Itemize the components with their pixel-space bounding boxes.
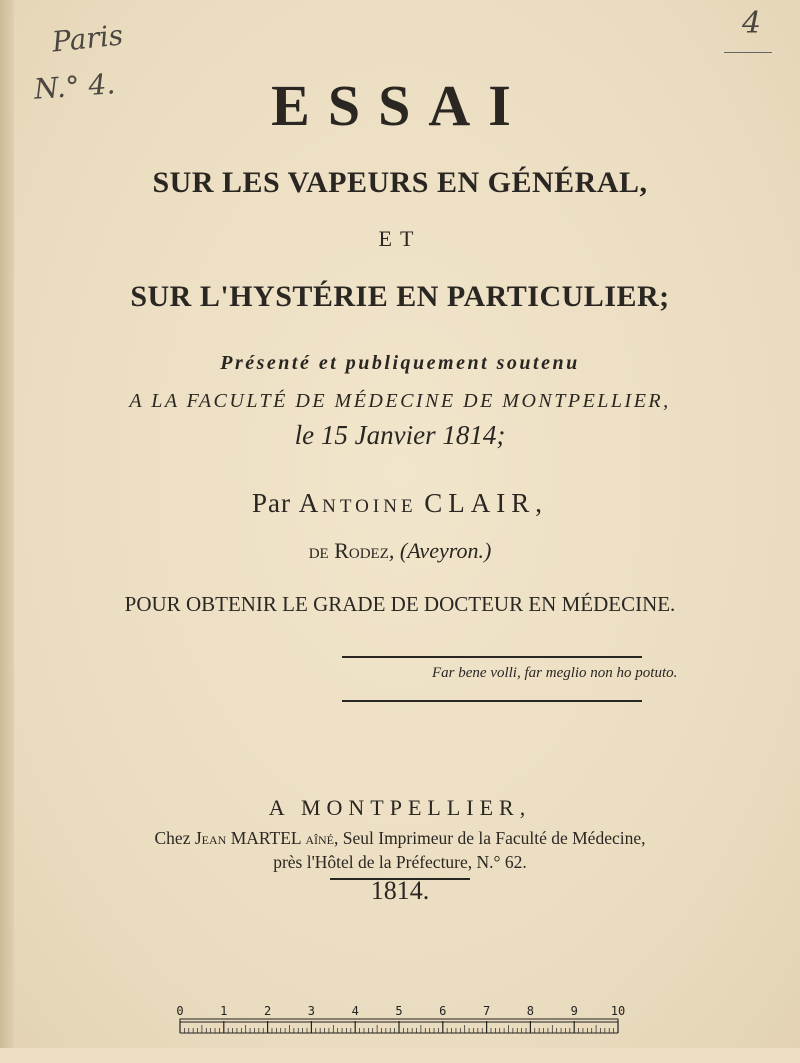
presented-line: Présenté et publiquement soutenu xyxy=(220,352,580,374)
printer-rest: , Seul Imprimeur de la Faculté de Médecine, xyxy=(334,828,646,848)
handwritten-underline xyxy=(724,52,772,53)
scale-label-9: 9 xyxy=(570,1004,578,1018)
imprint-address: près l'Hôtel de la Préfecture, N.° 62. xyxy=(273,852,527,872)
scale-label-10: 10 xyxy=(610,1004,626,1018)
printer-name: Jean xyxy=(194,828,227,848)
printer-prefix: Chez xyxy=(154,828,191,848)
degree-purpose: POUR OBTENIR LE GRADE DE DOCTEUR EN MÉDECINE. xyxy=(124,592,676,616)
handwritten-note-paris: Paris xyxy=(50,18,125,59)
origin-city: Rodez xyxy=(334,538,389,563)
scale-label-8: 8 xyxy=(526,1004,535,1018)
origin-region: , (Aveyron.) xyxy=(388,538,492,563)
faculty-line: A LA FACULTÉ DE MÉDECINE DE MONTPELLIER, xyxy=(129,390,671,412)
motto-rule-top xyxy=(342,656,642,658)
author-origin xyxy=(0,538,800,564)
author-prefix: Par xyxy=(251,488,291,518)
scale-label-3: 3 xyxy=(307,1004,316,1018)
author-last-name: CLAIR, xyxy=(424,488,549,518)
subtitle-line-1: SUR LES VAPEURS EN GÉNÉRAL, xyxy=(152,166,648,199)
author-first-name: Antoine xyxy=(298,488,417,518)
imprint-city: A MONTPELLIER, xyxy=(268,795,532,820)
handwritten-note-number: N.° 4. xyxy=(32,67,117,106)
printer-suffix: aîné xyxy=(305,828,334,848)
scale-label-4: 4 xyxy=(351,1004,359,1018)
scale-label-2: 2 xyxy=(263,1004,272,1018)
scale-label-5: 5 xyxy=(395,1004,403,1018)
scale-label-6: 6 xyxy=(439,1004,447,1018)
scale-bar-labels xyxy=(176,1004,625,1018)
origin-prefix: de xyxy=(308,538,329,563)
subtitle-conjunction: ET xyxy=(378,226,422,251)
author-line xyxy=(0,488,800,519)
motto: Far bene volli, far meglio non ho potuto. xyxy=(432,665,678,681)
scale-label-0: 0 xyxy=(176,1004,184,1018)
defense-date: le 15 Janvier 1814; xyxy=(294,420,506,450)
main-title: ESSAI xyxy=(271,73,529,138)
handwritten-page-number: 4 xyxy=(742,6,762,41)
imprint-year: 1814. xyxy=(370,876,430,905)
scale-bar xyxy=(176,1003,626,1063)
printer-surname: MARTEL xyxy=(230,828,301,848)
scale-label-1: 1 xyxy=(220,1004,228,1018)
scale-label-7: 7 xyxy=(482,1004,491,1018)
subtitle-line-2: SUR L'HYSTÉRIE EN PARTICULIER; xyxy=(130,280,670,313)
imprint-printer xyxy=(0,828,800,849)
scale-bar-ticks xyxy=(180,1021,618,1033)
scale-bar-frame xyxy=(180,1019,618,1022)
motto-rule-bottom xyxy=(342,700,642,702)
